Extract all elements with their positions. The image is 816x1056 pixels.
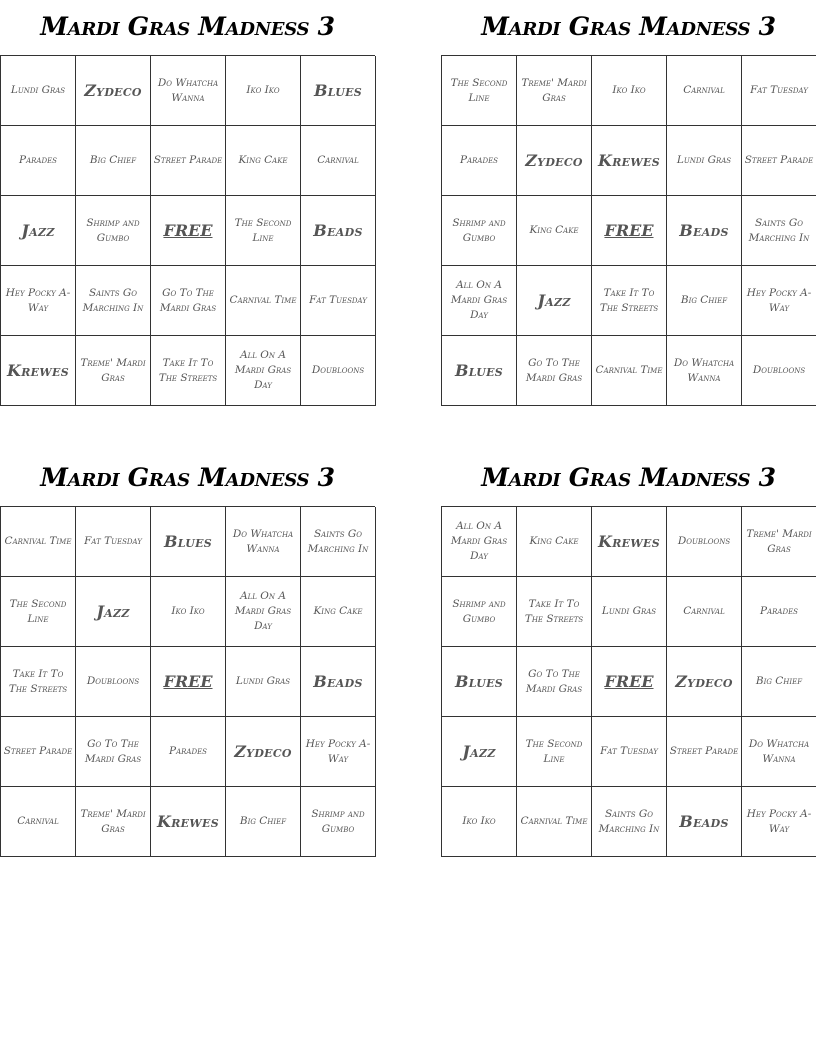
bingo-cell: Do Whatcha Wanna xyxy=(742,717,816,787)
bingo-cell: Lundi Gras xyxy=(226,647,301,717)
bingo-cell: Hey Pocky A-Way xyxy=(742,787,816,857)
bingo-cell: Doubloons xyxy=(76,647,151,717)
bingo-cell: Big Chief xyxy=(742,647,816,717)
bingo-cell: Saints Go Marching In xyxy=(742,196,816,266)
bingo-cell: Big Chief xyxy=(76,126,151,196)
bingo-cell: Carnival xyxy=(667,577,742,647)
bingo-cell: Carnival xyxy=(667,56,742,126)
bingo-cell: Lundi Gras xyxy=(667,126,742,196)
bingo-cell: Jazz xyxy=(517,266,592,336)
bingo-cell: Big Chief xyxy=(667,266,742,336)
free-space-cell: FREE xyxy=(151,647,226,717)
bingo-cell: Street Parade xyxy=(667,717,742,787)
bingo-cell: Krewes xyxy=(592,507,667,577)
bingo-cell: Zydeco xyxy=(667,647,742,717)
bingo-cell: King Cake xyxy=(226,126,301,196)
bingo-cell: Street Parade xyxy=(1,717,76,787)
bingo-cell: Saints Go Marching In xyxy=(592,787,667,857)
bingo-cell: Hey Pocky A-Way xyxy=(301,717,376,787)
card-title: Mardi Gras Madness 3 xyxy=(40,463,335,492)
bingo-cell: Doubloons xyxy=(301,336,376,406)
bingo-cell: Hey Pocky A-Way xyxy=(742,266,816,336)
bingo-cell: Lundi Gras xyxy=(1,56,76,126)
bingo-cell: Parades xyxy=(442,126,517,196)
bingo-cell: Parades xyxy=(1,126,76,196)
bingo-cell: Parades xyxy=(742,577,816,647)
bingo-grid xyxy=(441,55,816,406)
bingo-cell: All On A Mardi Gras Day xyxy=(442,507,517,577)
bingo-cell: Go To The Mardi Gras xyxy=(517,336,592,406)
bingo-cell: Carnival xyxy=(301,126,376,196)
free-space-cell: FREE xyxy=(592,647,667,717)
bingo-cell: Jazz xyxy=(1,196,76,266)
bingo-cell: King Cake xyxy=(517,196,592,266)
bingo-cell: The Second Line xyxy=(517,717,592,787)
card-title: Mardi Gras Madness 3 xyxy=(40,12,335,41)
bingo-cell: Blues xyxy=(301,56,376,126)
bingo-cell: Beads xyxy=(667,196,742,266)
bingo-cell: Treme' Mardi Gras xyxy=(517,56,592,126)
bingo-cell: Saints Go Marching In xyxy=(301,507,376,577)
bingo-cell: Blues xyxy=(151,507,226,577)
bingo-cell: Zydeco xyxy=(226,717,301,787)
bingo-cell: Beads xyxy=(667,787,742,857)
bingo-cell: Take It To The Streets xyxy=(592,266,667,336)
bingo-cell: Blues xyxy=(442,647,517,717)
bingo-cell: Zydeco xyxy=(76,56,151,126)
bingo-cell: Carnival Time xyxy=(517,787,592,857)
bingo-cell: Jazz xyxy=(76,577,151,647)
bingo-cell: All On A Mardi Gras Day xyxy=(226,336,301,406)
bingo-cell: Carnival Time xyxy=(226,266,301,336)
bingo-cell: Street Parade xyxy=(151,126,226,196)
bingo-cell: The Second Line xyxy=(226,196,301,266)
bingo-cell: King Cake xyxy=(301,577,376,647)
bingo-cell: Treme' Mardi Gras xyxy=(76,336,151,406)
bingo-cell: Shrimp and Gumbo xyxy=(442,196,517,266)
bingo-cell: Krewes xyxy=(592,126,667,196)
bingo-cell: All On A Mardi Gras Day xyxy=(226,577,301,647)
bingo-grid xyxy=(0,55,375,406)
bingo-cell: Take It To The Streets xyxy=(1,647,76,717)
bingo-cell: Krewes xyxy=(151,787,226,857)
bingo-cell: Iko Iko xyxy=(442,787,517,857)
bingo-cell: Go To The Mardi Gras xyxy=(151,266,226,336)
bingo-grid xyxy=(0,506,375,857)
bingo-cell: Take It To The Streets xyxy=(517,577,592,647)
bingo-grid xyxy=(441,506,816,857)
bingo-cell: Iko Iko xyxy=(151,577,226,647)
bingo-cell: Shrimp and Gumbo xyxy=(76,196,151,266)
bingo-cell: Go To The Mardi Gras xyxy=(517,647,592,717)
bingo-cell: Fat Tuesday xyxy=(76,507,151,577)
bingo-cell: Big Chief xyxy=(226,787,301,857)
bingo-cell: Krewes xyxy=(1,336,76,406)
bingo-cell: Jazz xyxy=(442,717,517,787)
bingo-cell: Doubloons xyxy=(667,507,742,577)
bingo-cell: Blues xyxy=(442,336,517,406)
bingo-cell: King Cake xyxy=(517,507,592,577)
bingo-cell: Hey Pocky A-Way xyxy=(1,266,76,336)
bingo-cell: The Second Line xyxy=(442,56,517,126)
bingo-cell: Treme' Mardi Gras xyxy=(742,507,816,577)
bingo-cell: All On A Mardi Gras Day xyxy=(442,266,517,336)
bingo-cell: Parades xyxy=(151,717,226,787)
bingo-cell: Fat Tuesday xyxy=(592,717,667,787)
bingo-cell: Iko Iko xyxy=(592,56,667,126)
bingo-cell: The Second Line xyxy=(1,577,76,647)
bingo-cell: Beads xyxy=(301,647,376,717)
bingo-cell: Fat Tuesday xyxy=(742,56,816,126)
bingo-cell: Do Whatcha Wanna xyxy=(226,507,301,577)
free-space-cell: FREE xyxy=(151,196,226,266)
bingo-cell: Doubloons xyxy=(742,336,816,406)
bingo-cell: Iko Iko xyxy=(226,56,301,126)
bingo-cell: Beads xyxy=(301,196,376,266)
bingo-cell: Do Whatcha Wanna xyxy=(151,56,226,126)
bingo-cell: Lundi Gras xyxy=(592,577,667,647)
bingo-cell: Carnival Time xyxy=(1,507,76,577)
bingo-cell: Saints Go Marching In xyxy=(76,266,151,336)
bingo-cell: Fat Tuesday xyxy=(301,266,376,336)
bingo-cell: Shrimp and Gumbo xyxy=(442,577,517,647)
bingo-cell: Do Whatcha Wanna xyxy=(667,336,742,406)
bingo-cell: Street Parade xyxy=(742,126,816,196)
bingo-cell: Carnival Time xyxy=(592,336,667,406)
card-title: Mardi Gras Madness 3 xyxy=(481,12,776,41)
card-title: Mardi Gras Madness 3 xyxy=(481,463,776,492)
bingo-cell: Go To The Mardi Gras xyxy=(76,717,151,787)
bingo-cell: Take It To The Streets xyxy=(151,336,226,406)
bingo-cell: Shrimp and Gumbo xyxy=(301,787,376,857)
bingo-cell: Zydeco xyxy=(517,126,592,196)
bingo-cell: Carnival xyxy=(1,787,76,857)
bingo-cell: Treme' Mardi Gras xyxy=(76,787,151,857)
free-space-cell: FREE xyxy=(592,196,667,266)
